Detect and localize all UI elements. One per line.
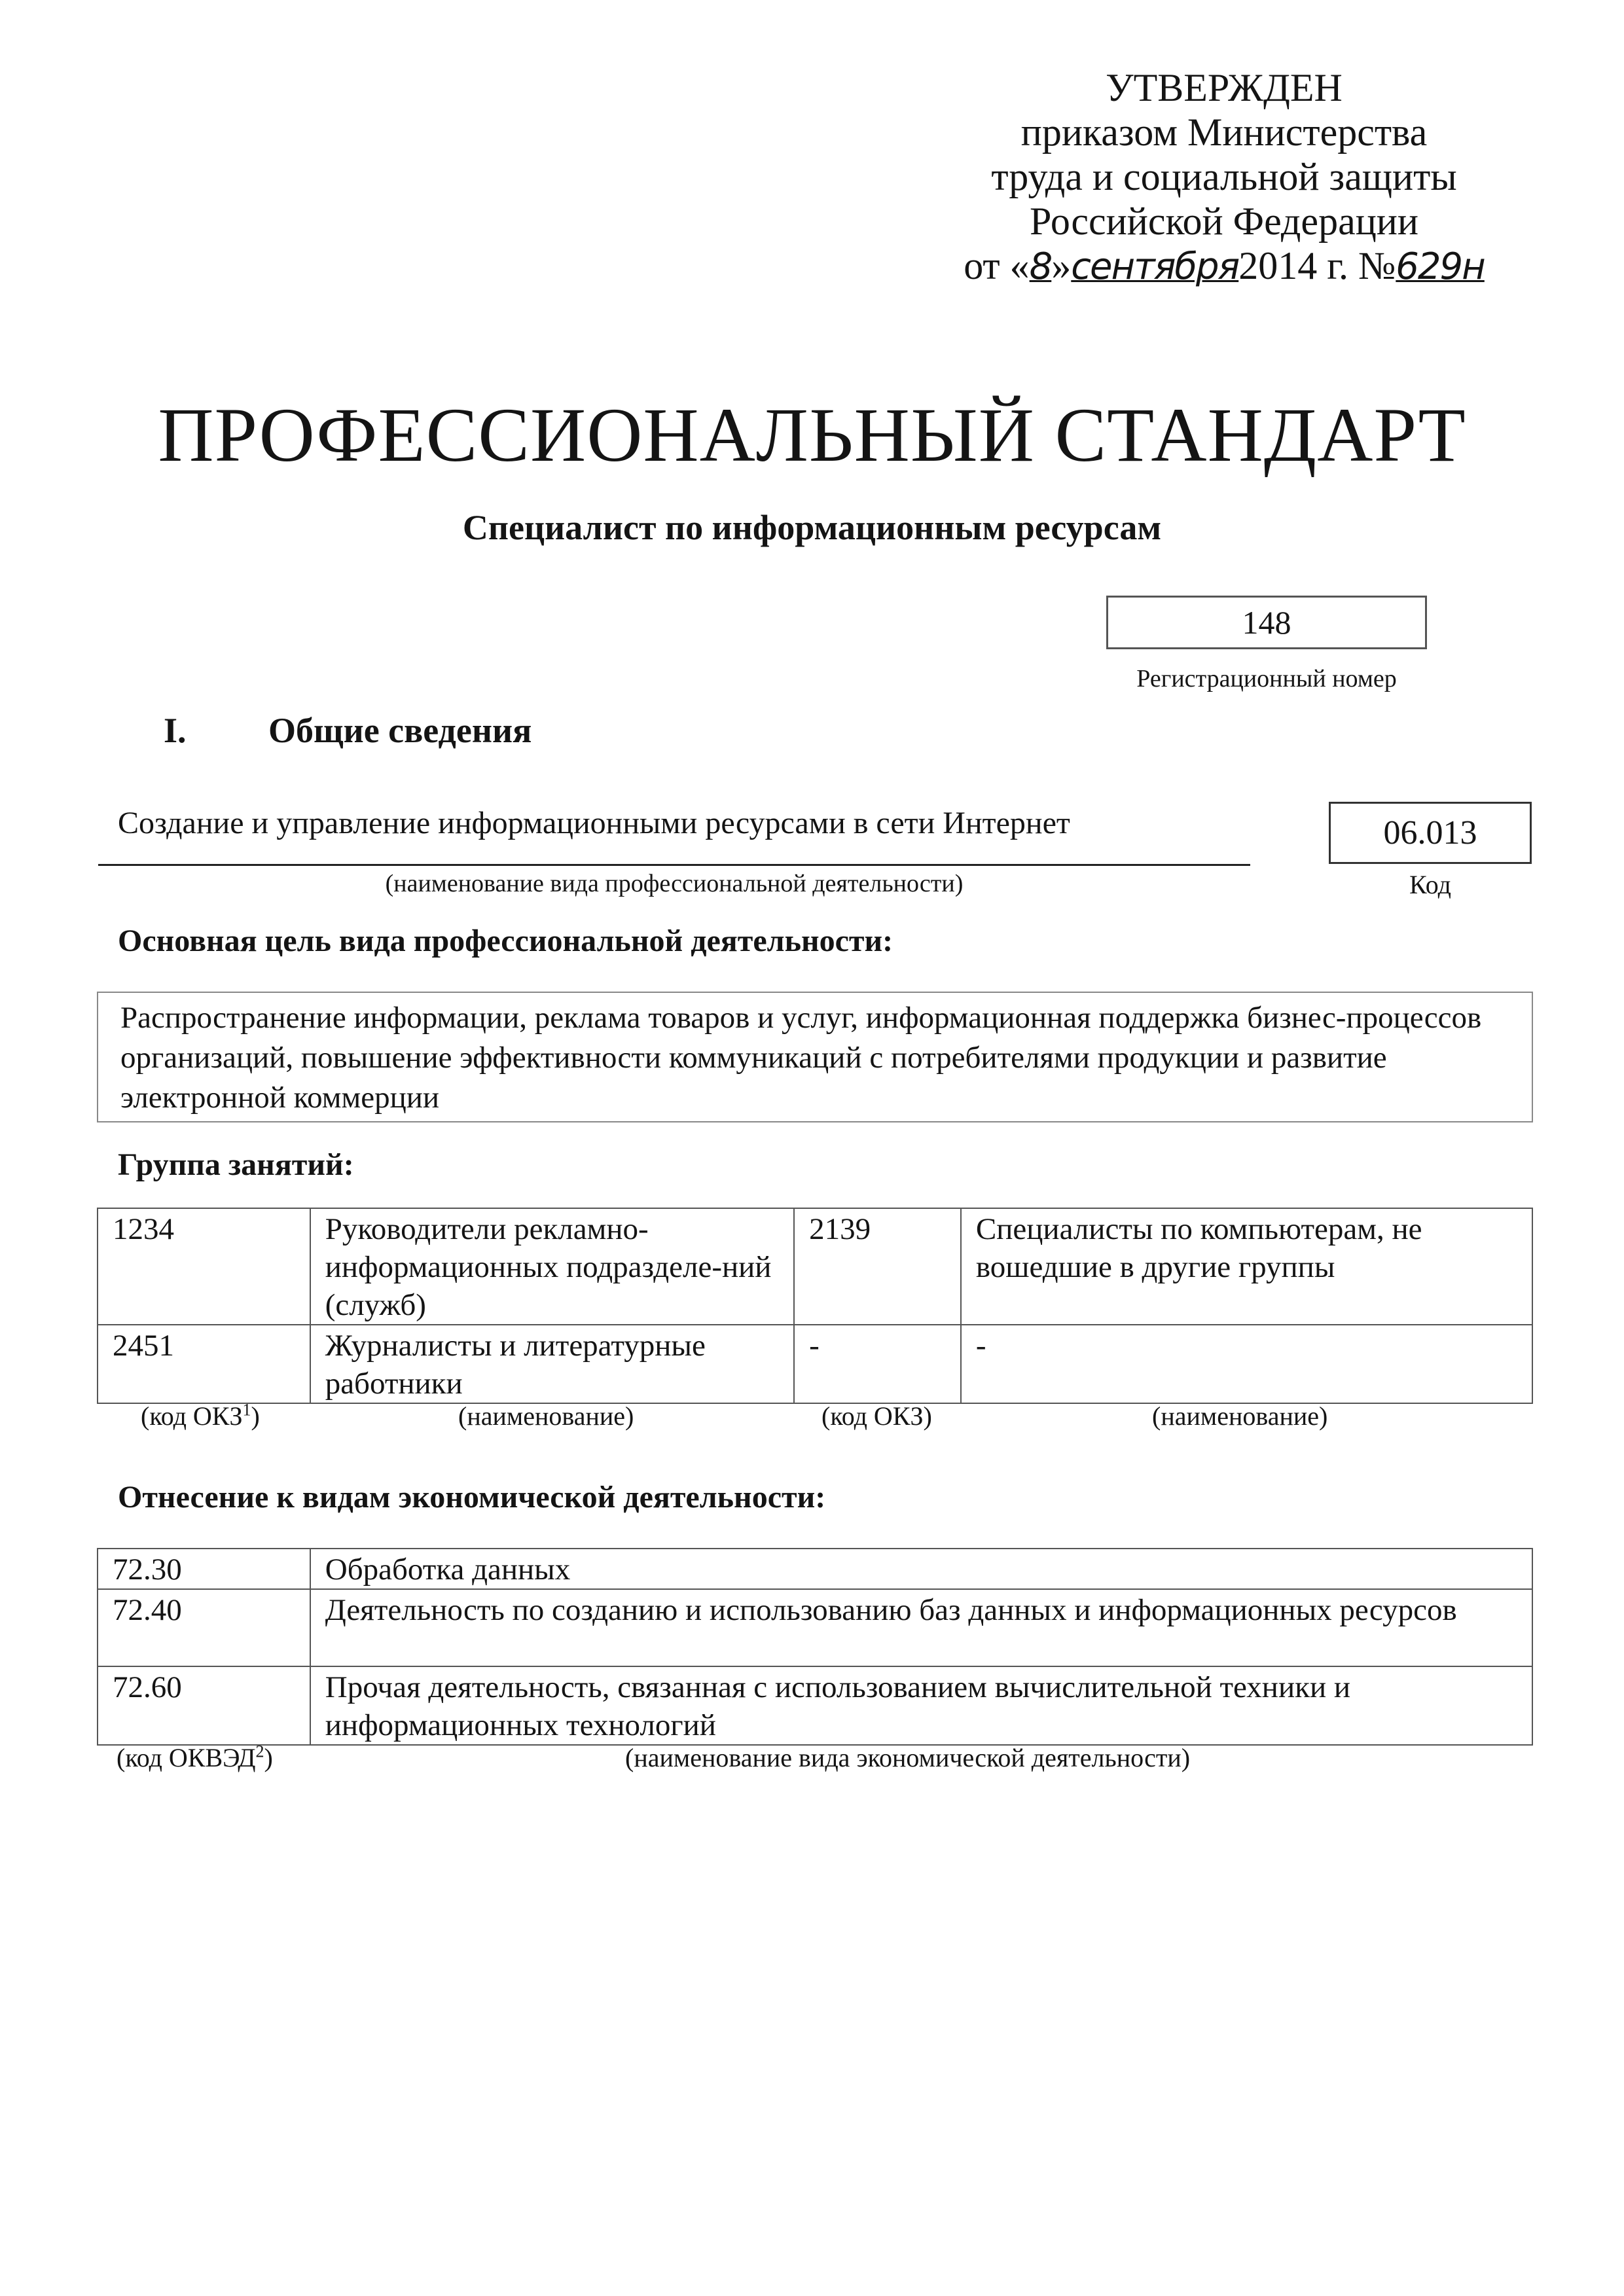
activity-code-label: Код <box>1409 870 1451 899</box>
occupations-table <box>97 1208 1533 1404</box>
approval-block <box>916 65 1532 289</box>
table-row <box>98 1208 1532 1325</box>
document-title: ПРОФЕССИОНАЛЬНЫЙ СТАНДАРТ <box>158 392 1466 478</box>
occupation-name-cell: Журналисты и литературные работники <box>310 1325 794 1403</box>
economic-name-cell: Деятельность по созданию и использованию баз данных и информационных ресурсов <box>310 1589 1532 1666</box>
caption-text: (код ОКЗ <box>141 1401 243 1431</box>
handwritten-order-number: 629н <box>1396 245 1485 288</box>
registration-number-box: 148 <box>1106 596 1427 649</box>
caption-okz-code <box>141 1401 260 1431</box>
activity-code-box: 06.013 <box>1329 802 1532 864</box>
economic-heading: Отнесение к видам экономической деятельности: <box>118 1480 826 1515</box>
approval-line-labor: труда и социальной защиты <box>991 155 1457 198</box>
activity-name: Создание и управление информационными ресурсами в сети Интернет <box>118 806 1070 840</box>
footnote-marker: 1 <box>242 1400 251 1420</box>
economic-table <box>97 1548 1533 1746</box>
goal-text-box: Распространение информации, реклама товаров и услуг, информационная поддержка бизнес-процессов организаций, повышение эффективности коммуникаций с потребителями продукции и развитие электронной коммерции <box>97 992 1533 1122</box>
document-subtitle: Специалист по информационным ресурсам <box>462 508 1162 547</box>
okz-code-cell: 2451 <box>98 1325 310 1403</box>
handwritten-day: 8 <box>1029 245 1052 288</box>
okved-code-cell: 72.60 <box>98 1666 310 1745</box>
occupation-name-cell: Руководители рекламно-информационных подразделе-ний (служб) <box>310 1208 794 1325</box>
date-prefix: от « <box>964 244 1030 287</box>
date-year: 2014 г. № <box>1238 244 1396 287</box>
economic-name-cell: Прочая деятельность, связанная с использованием вычислительной техники и информационных технологий <box>310 1666 1532 1745</box>
caption-close: ) <box>264 1743 273 1772</box>
okved-code-cell: 72.30 <box>98 1549 310 1589</box>
section-title: Общие сведения <box>268 711 532 750</box>
table-row <box>98 1589 1532 1666</box>
approval-date-line <box>916 243 1532 289</box>
table-row <box>98 1666 1532 1745</box>
occupations-heading: Группа занятий: <box>118 1147 354 1182</box>
footnote-marker: 2 <box>255 1742 264 1761</box>
registration-number-label: Регистрационный номер <box>1136 665 1397 692</box>
economic-name-cell: Обработка данных <box>310 1549 1532 1589</box>
occupation-name-cell: - <box>961 1325 1532 1403</box>
okz-code-cell: 1234 <box>98 1208 310 1325</box>
caption-okz-code-2: (код ОКЗ) <box>821 1401 932 1431</box>
okz-code-cell: 2139 <box>794 1208 961 1325</box>
table-row <box>98 1549 1532 1589</box>
caption-close: ) <box>251 1401 260 1431</box>
goal-heading: Основная цель вида профессиональной деятельности: <box>118 924 893 958</box>
approval-title: УТВЕРЖДЕН <box>1106 66 1343 109</box>
section-number: I. <box>164 711 187 750</box>
date-separator: » <box>1051 244 1072 287</box>
table-row <box>98 1325 1532 1403</box>
activity-caption: (наименование вида профессиональной деятельности) <box>385 870 964 897</box>
caption-okved-code <box>117 1742 273 1773</box>
caption-economic-name: (наименование вида экономической деятельности) <box>625 1743 1191 1772</box>
occupation-name-cell: Специалисты по компьютерам, не вошедшие в другие группы <box>961 1208 1532 1325</box>
okz-code-cell: - <box>794 1325 961 1403</box>
approval-line-federation: Российской Федерации <box>1029 200 1419 243</box>
approval-line-ministry: приказом Министерства <box>1020 111 1428 154</box>
caption-occupation-name-2: (наименование) <box>1152 1401 1328 1431</box>
caption-occupation-name: (наименование) <box>458 1401 634 1431</box>
caption-text: (код ОКВЭД <box>117 1743 256 1772</box>
handwritten-month: сентября <box>1071 245 1239 288</box>
activity-underline <box>98 864 1250 866</box>
okved-code-cell: 72.40 <box>98 1589 310 1666</box>
